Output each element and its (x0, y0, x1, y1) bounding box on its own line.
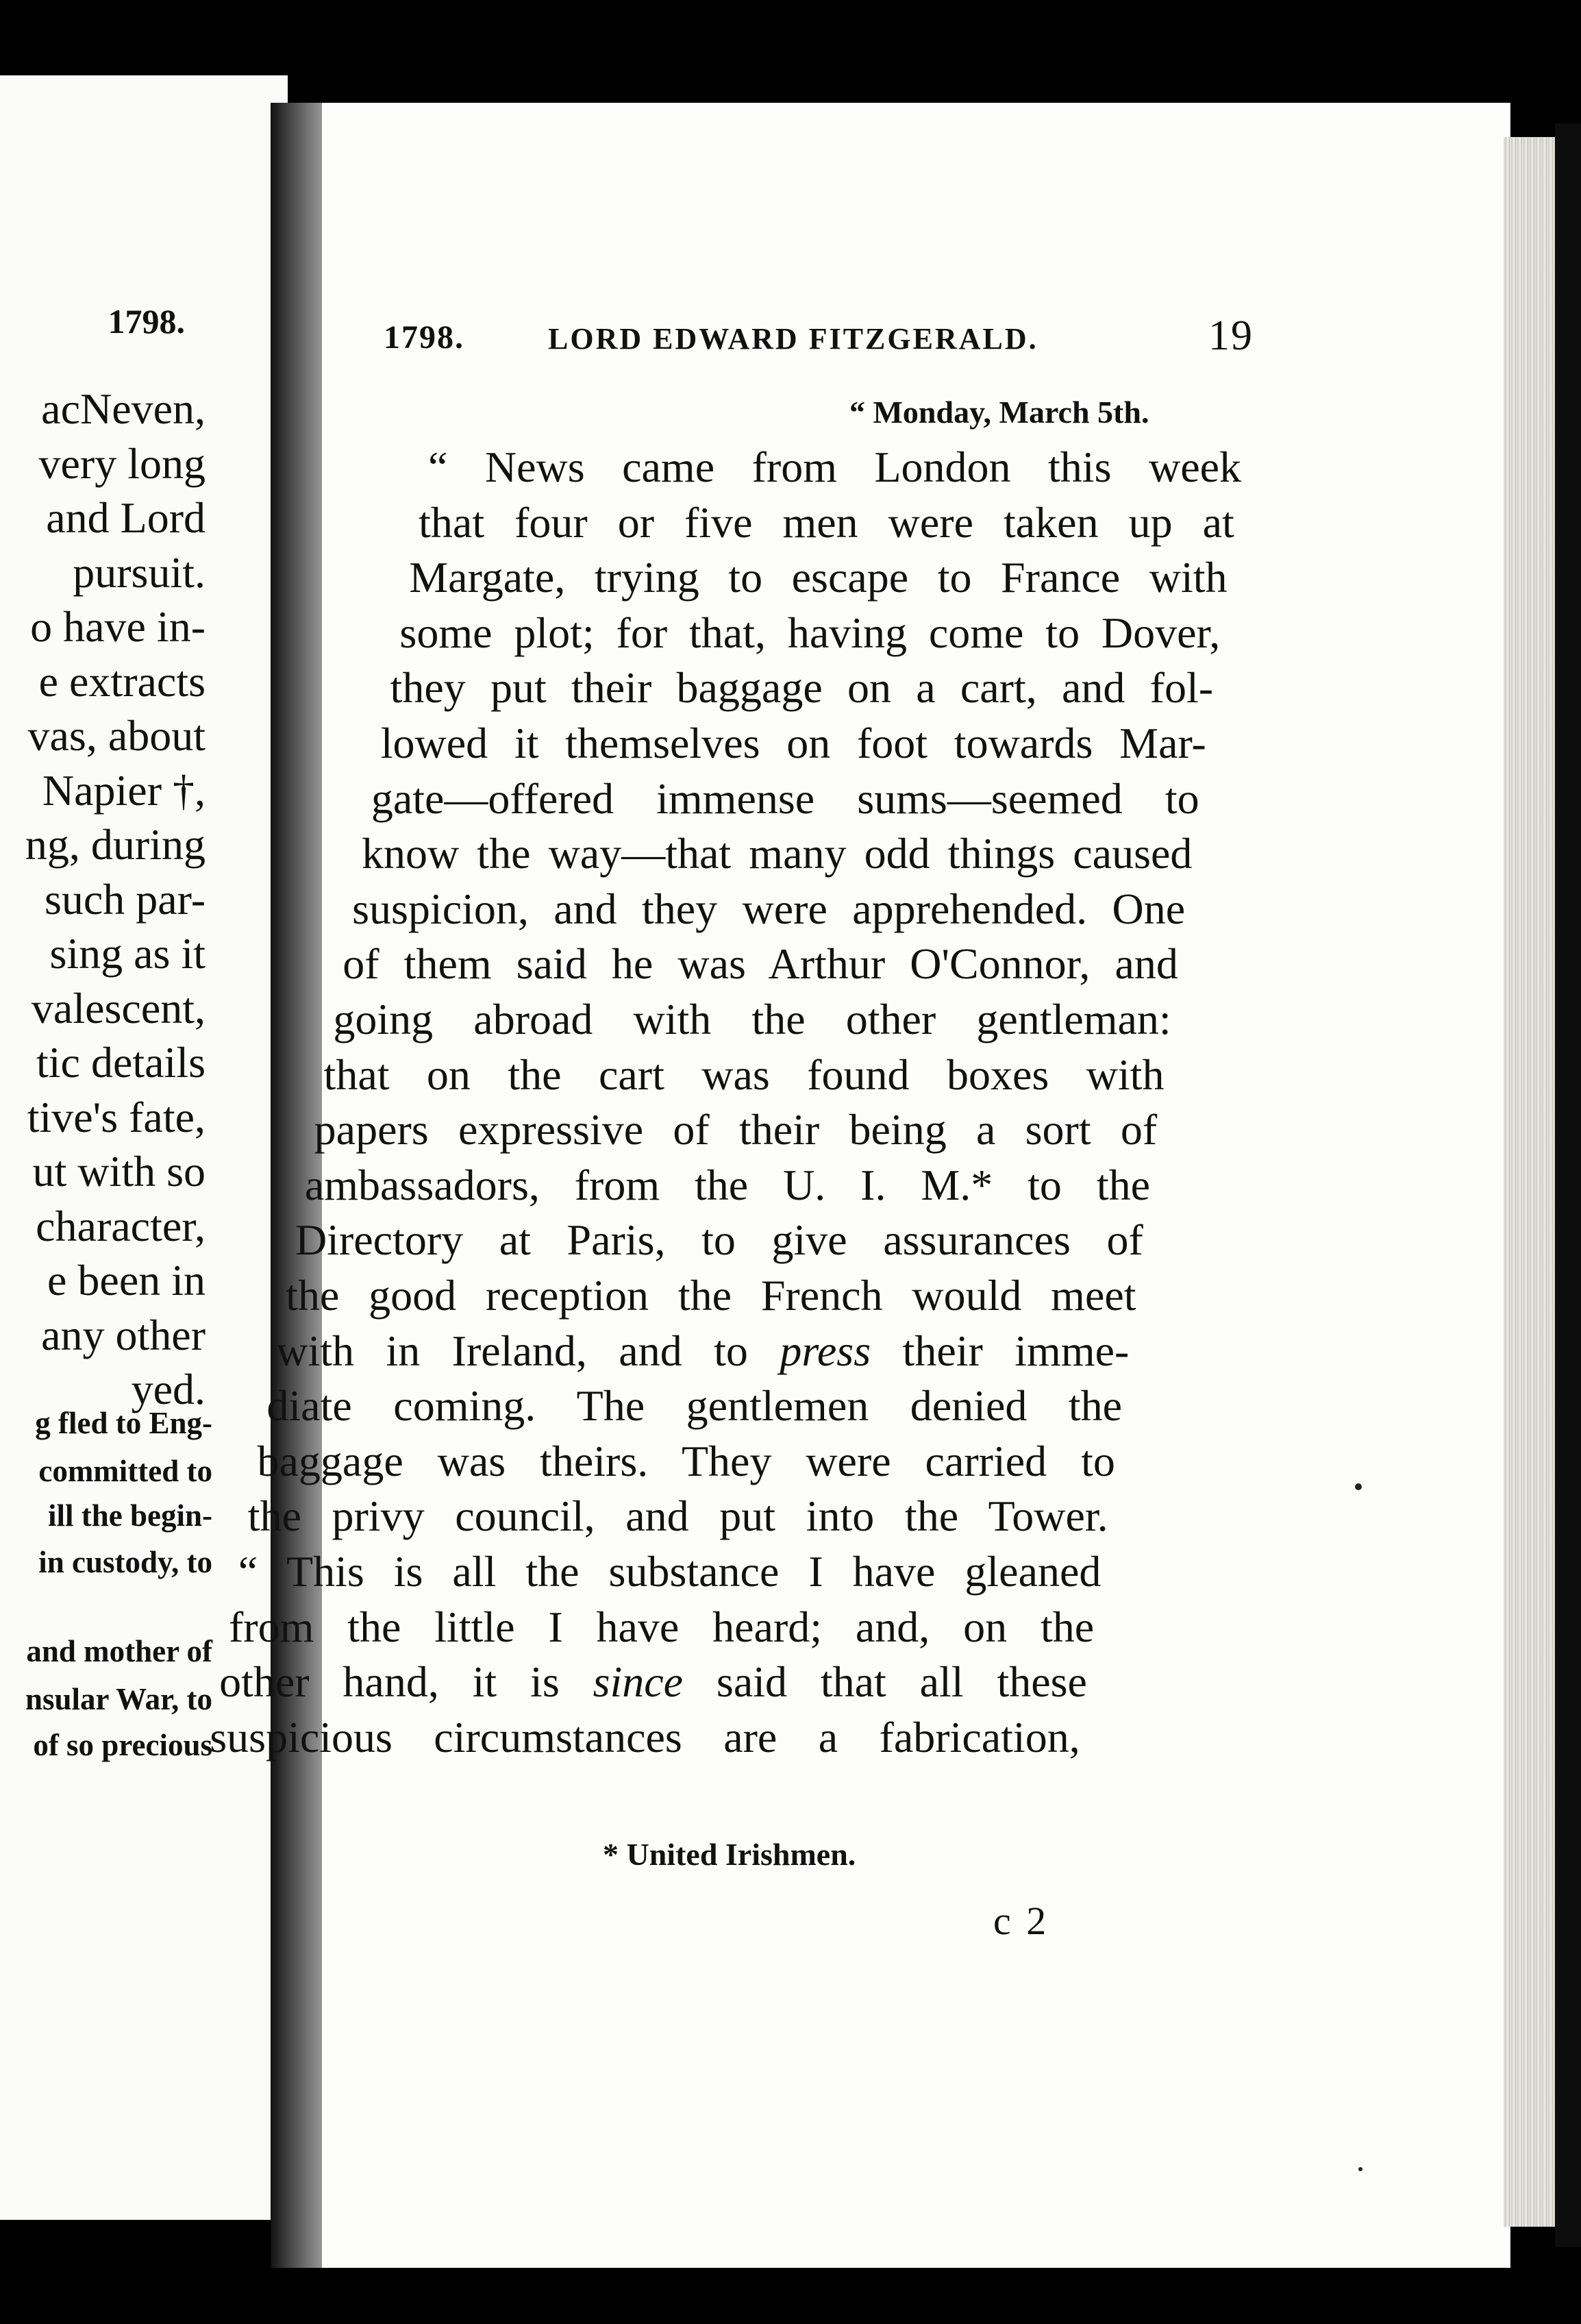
left-page-line: very long (38, 438, 206, 488)
body-line: they put their baggage on a cart, and fol- (390, 663, 1214, 713)
left-page-line: ng, during (25, 820, 206, 869)
signature-mark: c 2 (993, 1899, 1049, 1943)
left-page-line: ut with so (32, 1147, 206, 1196)
left-page-footnote-line: and mother of (26, 1634, 212, 1668)
left-page-footnote-line: of so precious (33, 1728, 212, 1762)
body-line: with in Ireland, and to press their imme- (276, 1326, 1130, 1375)
body-line: that four or five men were taken up at (419, 497, 1234, 547)
left-page-line: such par- (44, 874, 206, 924)
left-page-footnote-line: nsular War, to (25, 1682, 212, 1716)
body-line: that on the cart was found boxes with (323, 1050, 1165, 1099)
left-page-line: e extracts (38, 656, 206, 706)
left-page-line: vas, about (27, 711, 206, 760)
ink-speck (1355, 1483, 1362, 1490)
left-page-footnote-line: in custody, to (38, 1545, 212, 1579)
body-line: ambassadors, from the U. I. M.* to the (304, 1160, 1150, 1209)
left-page-footnote-line: g fled to Eng- (35, 1406, 212, 1440)
body-line: suspicion, and they were apprehended. One (352, 884, 1186, 933)
left-page-line: e been in (47, 1256, 206, 1305)
body-line: of them said he was Arthur O'Connor, and (343, 939, 1178, 989)
running-head-title: LORD EDWARD FITZGERALD. (548, 322, 1038, 356)
body-line: know the way—that many odd things caused (361, 829, 1193, 878)
left-page-line: acNeven, (41, 384, 206, 433)
left-page-line: valescent, (31, 983, 206, 1033)
body-line: papers expressive of their being a sort of (314, 1105, 1158, 1154)
running-head (384, 312, 1254, 360)
ink-speck (1358, 2167, 1362, 2171)
left-page-year: 1798. (108, 302, 185, 341)
left-page-line: sing as it (49, 929, 206, 978)
footnote: * United Irishmen. (603, 1837, 856, 1872)
left-page-line: tive's fate, (27, 1092, 206, 1141)
left-page-line: o have in- (30, 602, 206, 651)
body-line: suspicious circumstances are a fabrication, (210, 1712, 1080, 1761)
body-line: lowed it themselves on foot towards Mar- (380, 719, 1206, 767)
page-number: 19 (1208, 312, 1254, 359)
left-page-line: yed. (131, 1365, 206, 1413)
left-page-line: tic details (36, 1038, 206, 1087)
body-line: “ News came from London this week (428, 443, 1241, 491)
left-page-line: Napier †, (42, 765, 206, 815)
left-page-line: character, (36, 1201, 206, 1250)
page-edges-shadow (1555, 123, 1581, 2247)
body-line: diate coming. The gentlemen denied the (266, 1381, 1123, 1431)
running-head-year: 1798. (384, 319, 464, 356)
body-line: from the little I have heard; and, on the (228, 1602, 1095, 1651)
body-line: going abroad with the other gentleman: (333, 995, 1171, 1043)
body-line: the privy council, and put into the Tower. (247, 1492, 1108, 1541)
dateline: “ Monday, March 5th. (849, 395, 1149, 430)
body-line: Margate, trying to escape to France with (409, 553, 1228, 602)
left-page (0, 75, 288, 2220)
body-line: baggage was theirs. They were carried to (257, 1436, 1115, 1485)
body-line: gate—offered immense sums—seemed to (371, 774, 1199, 823)
left-page-footnote-line: committed to (38, 1454, 212, 1488)
body-line: other hand, it is since said that all these (219, 1657, 1087, 1707)
body-line: “ This is all the substance I have gleaned (238, 1547, 1101, 1596)
left-page-line: and Lord (46, 493, 206, 542)
body-line: some plot; for that, having come to Dover, (399, 608, 1221, 657)
body-line: the good reception the French would meet (286, 1271, 1136, 1320)
left-page-line: any other (41, 1310, 206, 1359)
left-page-line: pursuit. (73, 547, 206, 597)
dateline-wrap (849, 394, 1240, 435)
left-page-footnote-line: ill the begin- (47, 1498, 212, 1533)
body-line: Directory at Paris, to give assurances of (295, 1215, 1143, 1265)
